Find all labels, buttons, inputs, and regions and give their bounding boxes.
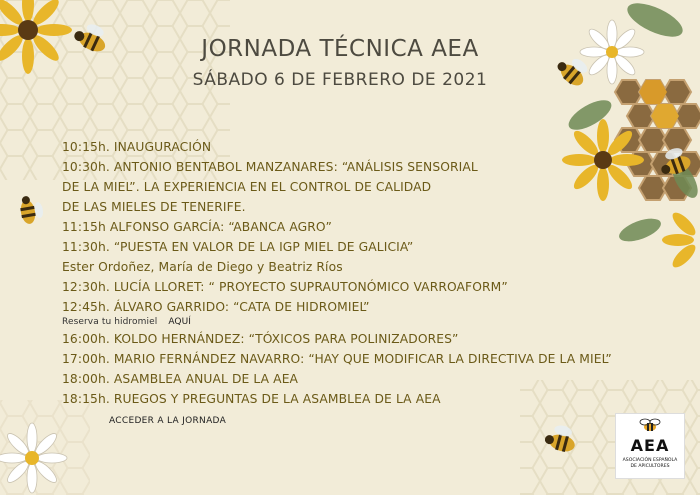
reserve-link[interactable]: AQUÍ <box>168 317 192 327</box>
bee-icon <box>18 194 45 225</box>
reserve-row <box>62 315 662 329</box>
event-date: SÁBADO 6 DE FEBRERO DE 2021 <box>192 70 488 90</box>
schedule-item: 12:30h. LUCÍA LLORET: “ PROYECTO SUPRAUTONÓMICO VARROAFORM” <box>62 280 508 294</box>
schedule-list <box>62 137 662 409</box>
schedule-item: 10:15h. INAUGURACIÓN <box>62 140 212 154</box>
schedule-item: 16:00h. KOLDO HERNÁNDEZ: “TÓXICOS PARA POLINIZADORES” <box>62 332 459 346</box>
schedule-item: 11:30h. “PUESTA EN VALOR DE LA IGP MIEL DE GALICIA” <box>62 240 414 254</box>
schedule-item: 18:00h. ASAMBLEA ANUAL DE LA AEA <box>62 372 299 386</box>
event-title: JORNADA TÉCNICA AEA <box>201 36 479 62</box>
logo-text: AEA <box>630 436 670 455</box>
schedule-item: DE LAS MIELES DE TENERIFE. <box>62 200 246 214</box>
schedule-speakers: Ester Ordoñez, María de Diego y Beatriz Ríos <box>62 260 343 274</box>
access-event-link[interactable]: ACCEDER A LA JORNADA <box>109 416 227 426</box>
logo-subtitle <box>618 458 682 470</box>
schedule-item: 12:45h. ÁLVARO GARRIDO: “CATA DE HIDROMIEL” <box>62 300 370 314</box>
schedule-item: 17:00h. MARIO FERNÁNDEZ NAVARRO: “HAY QUE MODIFICAR LA DIRECTIVA DE LA MIEL” <box>62 352 612 366</box>
logo-subtitle-line: ASOCIACIÓN ESPAÑOLA <box>622 458 678 463</box>
reserve-label: Reserva tu hidromiel <box>62 317 158 327</box>
schedule-item: DE LA MIEL”. LA EXPERIENCIA EN EL CONTROL DE CALIDAD <box>62 180 432 194</box>
logo-subtitle-line: DE APICULTORES <box>630 464 670 469</box>
bee-logo-icon <box>616 414 684 438</box>
schedule-item: 11:15h ALFONSO GARCÍA: “ABANCA AGRO” <box>62 220 332 234</box>
sunflower-icon <box>662 209 699 271</box>
schedule-item: 18:15h. RUEGOS Y PREGUNTAS DE LA ASAMBLEA DE LA AEA <box>62 392 441 406</box>
schedule-item: 10:30h. ANTONIO BENTABOL MANZANARES: “ANÁLISIS SENSORIAL <box>62 160 478 174</box>
aea-logo <box>615 413 685 479</box>
